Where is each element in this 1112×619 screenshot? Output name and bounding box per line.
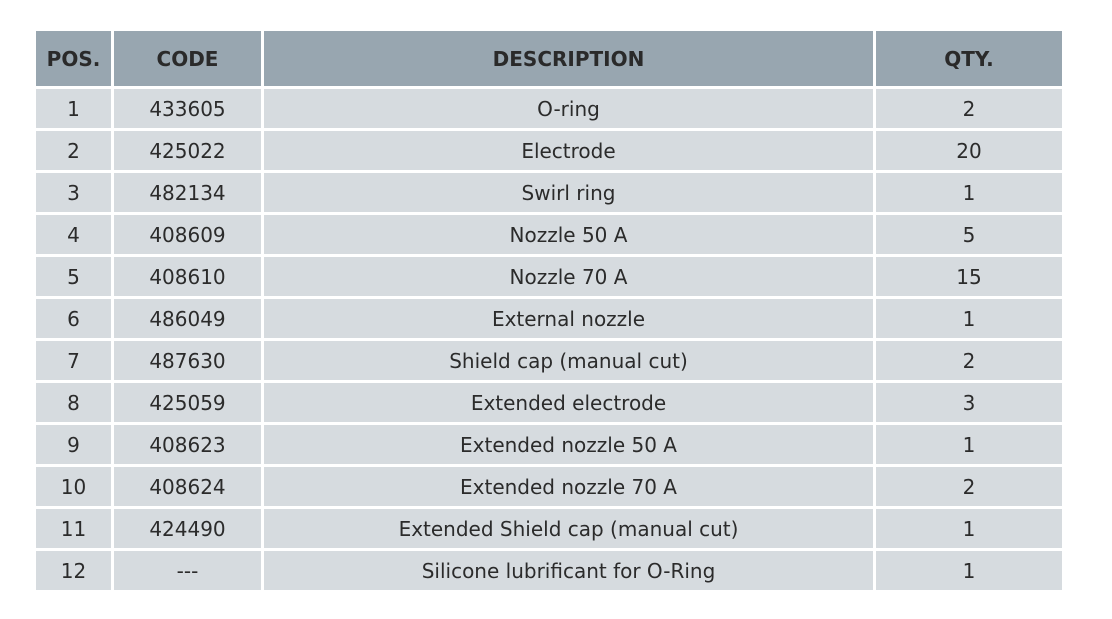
cell-pos: 12 — [35, 550, 113, 592]
cell-qty: 1 — [875, 424, 1064, 466]
table-row — [35, 508, 1064, 550]
header-code: CODE — [113, 30, 263, 88]
cell-description: Nozzle 50 A — [263, 214, 875, 256]
cell-description: Extended electrode — [263, 382, 875, 424]
cell-qty: 3 — [875, 382, 1064, 424]
parts-table — [33, 28, 1065, 593]
cell-description: Shield cap (manual cut) — [263, 340, 875, 382]
cell-description: O-ring — [263, 88, 875, 130]
cell-qty: 20 — [875, 130, 1064, 172]
cell-description: Electrode — [263, 130, 875, 172]
table-header — [35, 30, 1064, 88]
cell-pos: 4 — [35, 214, 113, 256]
cell-code: 486049 — [113, 298, 263, 340]
cell-pos: 3 — [35, 172, 113, 214]
cell-qty: 5 — [875, 214, 1064, 256]
cell-qty: 2 — [875, 340, 1064, 382]
table-row — [35, 340, 1064, 382]
cell-qty: 1 — [875, 508, 1064, 550]
cell-qty: 2 — [875, 466, 1064, 508]
cell-code: 487630 — [113, 340, 263, 382]
cell-description: Nozzle 70 A — [263, 256, 875, 298]
cell-description: External nozzle — [263, 298, 875, 340]
table-row — [35, 424, 1064, 466]
cell-description: Extended nozzle 70 A — [263, 466, 875, 508]
cell-code: 425059 — [113, 382, 263, 424]
cell-description: Extended nozzle 50 A — [263, 424, 875, 466]
cell-pos: 11 — [35, 508, 113, 550]
table-row — [35, 550, 1064, 592]
table-row — [35, 298, 1064, 340]
cell-code: 433605 — [113, 88, 263, 130]
cell-description: Silicone lubrificant for O-Ring — [263, 550, 875, 592]
cell-pos: 2 — [35, 130, 113, 172]
cell-qty: 2 — [875, 88, 1064, 130]
cell-code: 424490 — [113, 508, 263, 550]
header-qty: QTY. — [875, 30, 1064, 88]
cell-code: 408609 — [113, 214, 263, 256]
cell-pos: 10 — [35, 466, 113, 508]
cell-code: 425022 — [113, 130, 263, 172]
cell-code: 408623 — [113, 424, 263, 466]
cell-pos: 5 — [35, 256, 113, 298]
cell-qty: 1 — [875, 550, 1064, 592]
table-row — [35, 256, 1064, 298]
cell-description: Extended Shield cap (manual cut) — [263, 508, 875, 550]
table-row — [35, 466, 1064, 508]
cell-pos: 1 — [35, 88, 113, 130]
cell-pos: 6 — [35, 298, 113, 340]
cell-pos: 8 — [35, 382, 113, 424]
cell-code: 408624 — [113, 466, 263, 508]
cell-pos: 7 — [35, 340, 113, 382]
header-row — [35, 30, 1064, 88]
cell-qty: 1 — [875, 298, 1064, 340]
table-row — [35, 88, 1064, 130]
cell-code: 482134 — [113, 172, 263, 214]
cell-pos: 9 — [35, 424, 113, 466]
cell-description: Swirl ring — [263, 172, 875, 214]
table-row — [35, 172, 1064, 214]
cell-code: --- — [113, 550, 263, 592]
cell-qty: 15 — [875, 256, 1064, 298]
header-pos: POS. — [35, 30, 113, 88]
table-row — [35, 130, 1064, 172]
table-row — [35, 214, 1064, 256]
table-body — [35, 88, 1064, 592]
cell-code: 408610 — [113, 256, 263, 298]
table-row — [35, 382, 1064, 424]
cell-qty: 1 — [875, 172, 1064, 214]
header-description: DESCRIPTION — [263, 30, 875, 88]
